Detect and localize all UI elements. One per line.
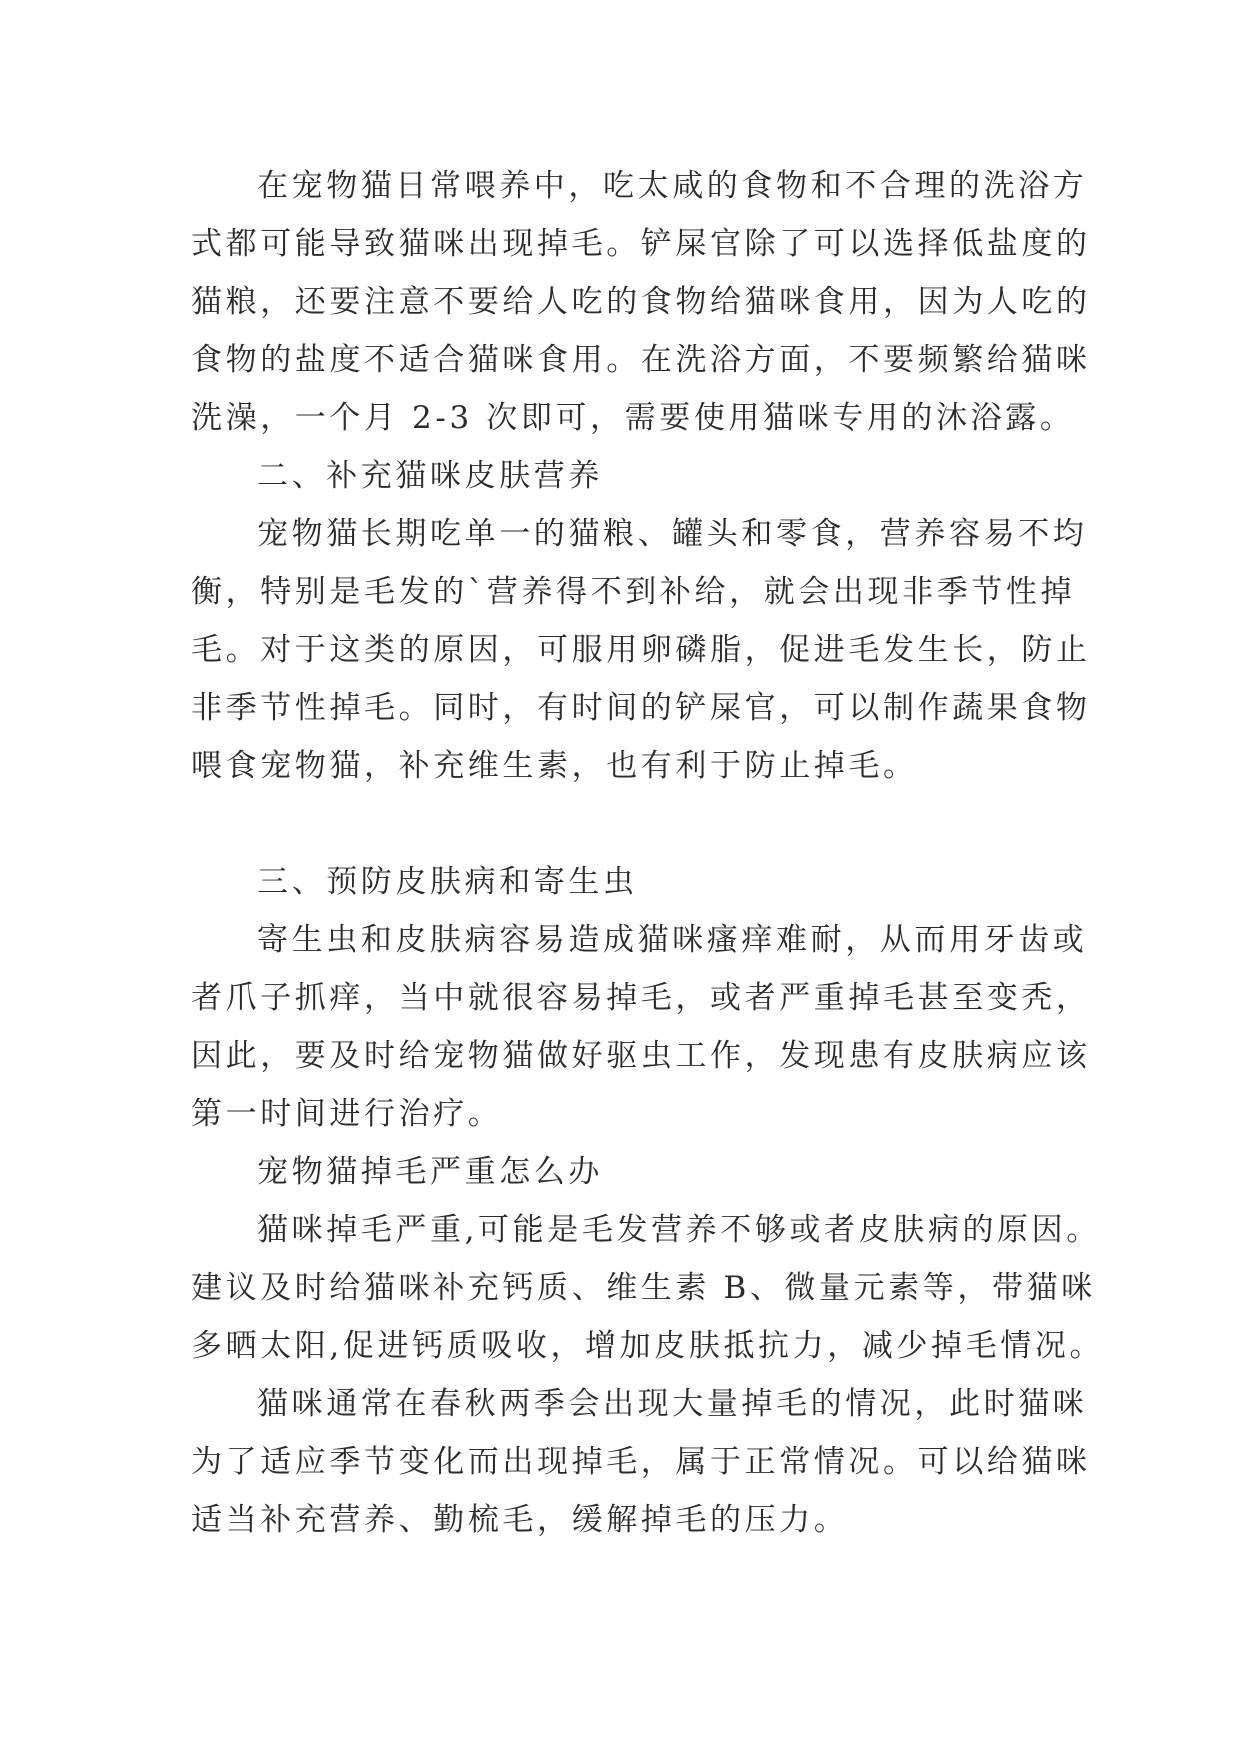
- paragraph-line: 宠物猫长期吃单一的猫粮、罐头和零食，营养容易不均: [257, 516, 1088, 552]
- paragraph-line: 因此，要及时给宠物猫做好驱虫工作，发现患有皮肤病应该: [191, 1038, 1091, 1074]
- section-heading: 二、补充猫咪皮肤营养: [257, 458, 603, 494]
- paragraph-line: 多晒太阳,促进钙质吸收，增加皮肤抵抗力，减少掉毛情况。: [191, 1328, 1105, 1364]
- paragraph-line: 者爪子抓痒，当中就很容易掉毛，或者严重掉毛甚至变秃，: [191, 980, 1091, 1016]
- paragraph-line: 为了适应季节变化而出现掉毛，属于正常情况。可以给猫咪: [191, 1444, 1091, 1480]
- section-heading: 宠物猫掉毛严重怎么办: [257, 1154, 603, 1190]
- paragraph-line: 猫粮，还要注意不要给人吃的食物给猫咪食用，因为人吃的: [191, 284, 1091, 320]
- paragraph-line: 猫咪通常在春秋两季会出现大量掉毛的情况，此时猫咪: [257, 1386, 1088, 1422]
- paragraph-line: 在宠物猫日常喂养中，吃太咸的食物和不合理的洗浴方: [257, 168, 1088, 204]
- paragraph-line: 建议及时给猫咪补充钙质、维生素 B、微量元素等，带猫咪: [191, 1270, 1096, 1306]
- paragraph-line: 非季节性掉毛。同时，有时间的铲屎官，可以制作蔬果食物: [191, 690, 1091, 726]
- paragraph-line: 式都可能导致猫咪出现掉毛。铲屎官除了可以选择低盐度的: [191, 226, 1091, 262]
- paragraph-line: 猫咪掉毛严重,可能是毛发营养不够或者皮肤病的原因。: [257, 1212, 1101, 1248]
- paragraph-line: 洗澡，一个月 2-3 次即可，需要使用猫咪专用的沐浴露。: [191, 400, 1075, 436]
- paragraph-line: 毛。对于这类的原因，可服用卵磷脂，促进毛发生长，防止: [191, 632, 1091, 668]
- paragraph-line: 适当补充营养、勤梳毛，缓解掉毛的压力。: [191, 1502, 849, 1538]
- section-heading: 三、预防皮肤病和寄生虫: [257, 864, 638, 900]
- paragraph-line: 寄生虫和皮肤病容易造成猫咪瘙痒难耐，从而用牙齿或: [257, 922, 1088, 958]
- paragraph-line: 衡，特别是毛发的`营养得不到补给，就会出现非季节性掉: [191, 574, 1076, 610]
- paragraph-line: 喂食宠物猫，补充维生素，也有利于防止掉毛。: [191, 748, 918, 784]
- paragraph-line: 食物的盐度不适合猫咪食用。在洗浴方面，不要频繁给猫咪: [191, 342, 1091, 378]
- paragraph-line: 第一时间进行治疗。: [191, 1096, 503, 1132]
